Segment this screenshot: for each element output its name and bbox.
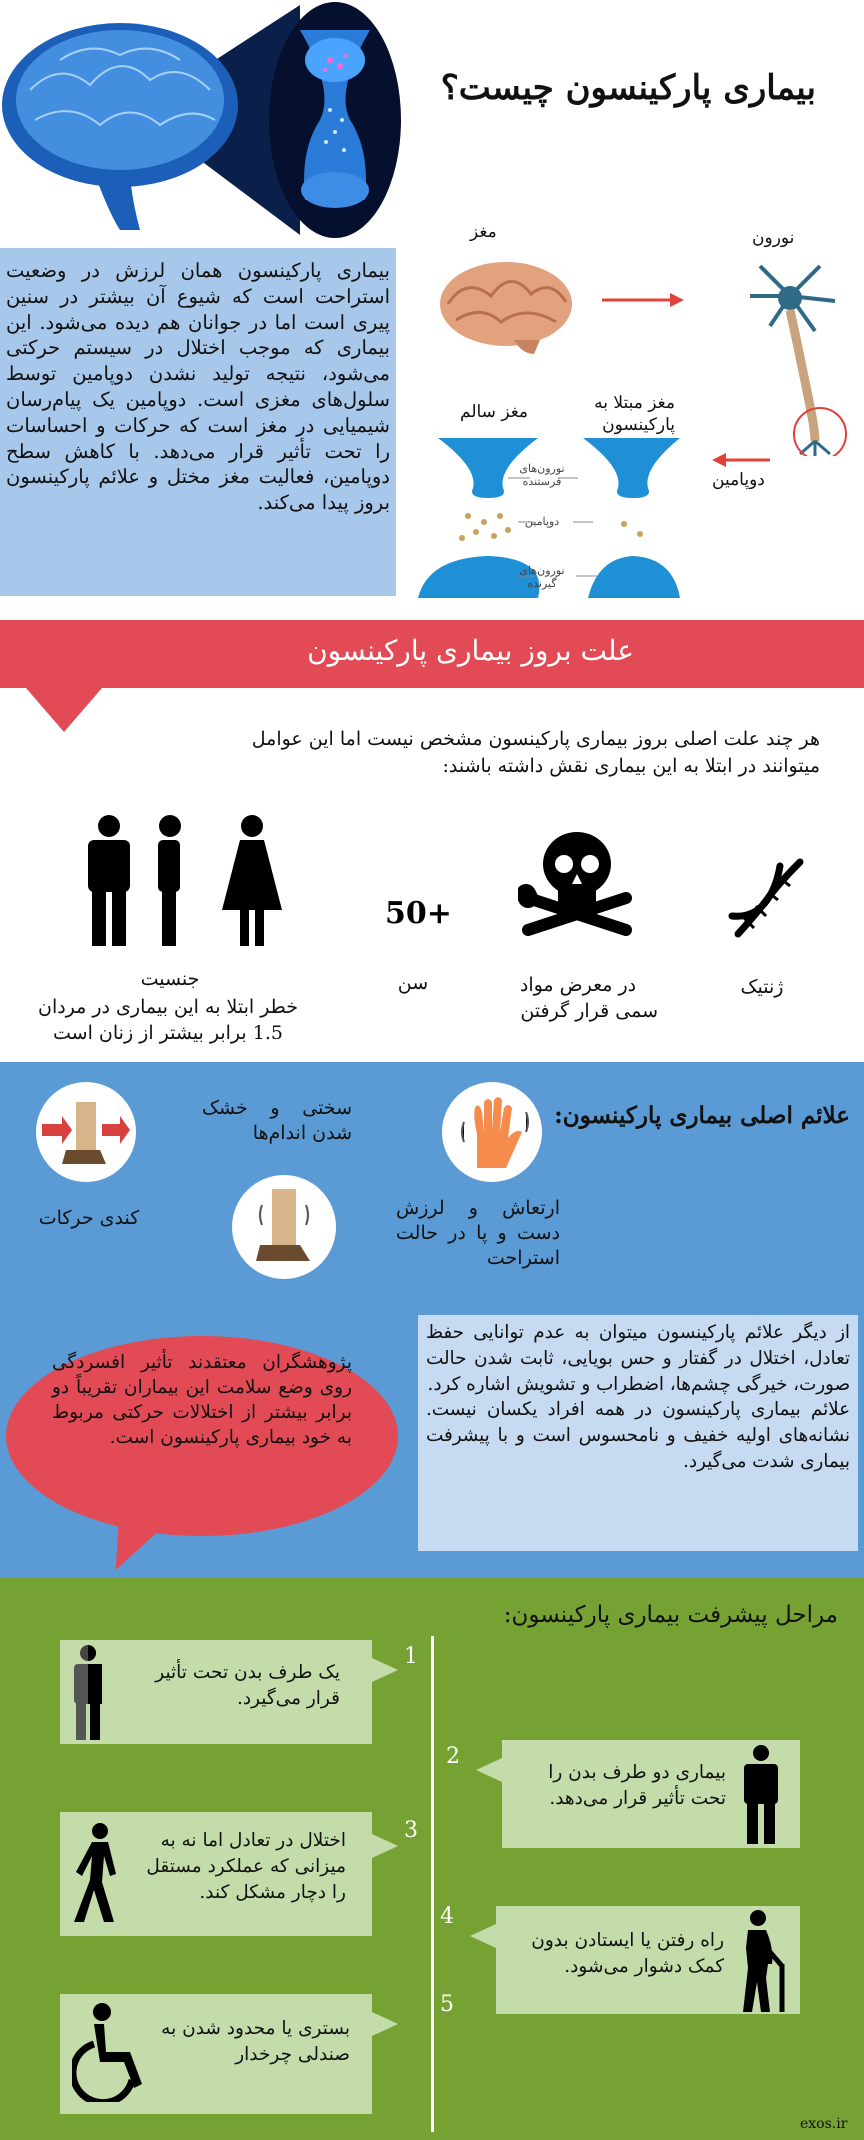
affected-brain-label: مغز مبتلا به پارکینسون: [594, 393, 675, 435]
quote-text: پژوهشگران معتقدند تأثیر افسردگی روی وضع سلامت این بیماران تقریباً دو برابر بیشتر از اختلالات حرکتی مربوط به خود بیماری پارکینسون است.: [52, 1352, 352, 1448]
brain-label: مغز: [470, 222, 497, 242]
age-badge: 50+: [385, 896, 452, 931]
brain-synapse-illustration: [0, 0, 440, 240]
walking-person-icon: [66, 1822, 130, 1926]
age-label: سن: [397, 972, 429, 994]
slowness-label: کندی حرکات: [38, 1207, 140, 1229]
healthy-brain-label: مغز سالم: [460, 402, 529, 422]
standing-person-icon: [736, 1744, 786, 1844]
tremor-icon: [442, 1082, 542, 1182]
genetic-label: ژنتیک: [740, 976, 784, 998]
cause-banner-notch: [26, 688, 102, 732]
stages-title: مراحل پیشرفت بیماری پارکینسون:: [503, 1602, 838, 1628]
stage-arrow: [470, 1924, 496, 1948]
neuron-icon: [730, 256, 850, 456]
stage-2-number: 2: [446, 1744, 460, 1769]
stiffness-icon: [232, 1175, 336, 1279]
toxic-label: در معرض مواد سمی قرار گرفتن: [519, 974, 658, 1022]
transmitter-label: نورون‌های فرستنده: [519, 462, 565, 488]
cause-title: علت بروز بیماری پارکینسون: [307, 634, 634, 667]
variation-text: علائم بیماری پارکینسون در همه افراد یکسان نیست. نشانه‌های اولیه خفیف و نامحسوس است و با پیشرفت بیماری شدت می‌گیرد.: [426, 1399, 850, 1472]
symptoms-info-text: [426, 1320, 850, 1475]
skull-crossbones-icon: [518, 828, 636, 938]
tremor-label: ارتعاش و لرزش دست و پا در حالت استراحت: [396, 1197, 560, 1269]
slowness-icon: [36, 1082, 136, 1182]
gender-title: جنسیت: [140, 968, 200, 990]
dopamine-small-label: دوپامین: [524, 515, 560, 528]
neuron-label: نورون: [752, 228, 795, 248]
stage-3-text: اختلال در تعادل اما نه به میزانی که عملکرد مستقل را دچار مشکل کند.: [146, 1830, 346, 1903]
half-body-icon: [66, 1644, 110, 1740]
elderly-cane-icon: [734, 1908, 794, 2012]
man-side-icon: [156, 814, 182, 946]
page-title: بیماری پارکینسون چیست؟: [440, 68, 816, 108]
dna-icon: [728, 852, 810, 944]
brain-icon: [436, 256, 576, 356]
stage-5-number: 5: [440, 1992, 454, 2017]
woman-icon: [222, 814, 282, 946]
stage-4-text: راه رفتن یا ایستادن بدون کمک دشوار می‌شود.: [531, 1930, 724, 1977]
man-icon: [80, 814, 138, 946]
site-url: exos.ir: [800, 2116, 848, 2132]
stage-arrow: [372, 1834, 398, 1858]
stage-arrow: [372, 1658, 398, 1682]
stage-1-text: یک طرف بدن تحت تأثیر قرار می‌گیرد.: [155, 1662, 340, 1709]
stage-5-text: بستری یا محدود شدن به صندلی چرخدار: [161, 2018, 350, 2065]
stage-arrow: [476, 1758, 502, 1782]
stiffness-label: سختی و خشک شدن اندام‌ها: [202, 1097, 352, 1144]
dopamine-label: دوپامین: [712, 470, 765, 490]
stage-2-text: بیماری دو طرف بدن را تحت تأثیر قرار می‌دهد.: [548, 1762, 726, 1809]
cause-intro: هر چند علت اصلی بروز بیماری پارکینسون مشخص نیست اما این عوامل میتوانند در ابتلا به این بیماری نقش داشته باشند:: [251, 728, 820, 777]
other-symptoms: از دیگر علائم پارکینسون میتوان به عدم توانایی حفظ تعادل، اختلال در گفتار و حس بویایی، ثابت شدن حالت صورت، خیرگی چشم‌ها، اضطراب و تشویش اشاره کرد.: [426, 1322, 850, 1395]
stage-4-number: 4: [440, 1904, 454, 1929]
receiver-label: نورون‌های گیرنده: [519, 564, 565, 590]
timeline-line: [431, 1636, 434, 2132]
stage-arrow: [372, 2012, 398, 2036]
arrow-right-icon: [600, 292, 684, 308]
stage-1-number: 1: [404, 1644, 418, 1669]
symptoms-title: علائم اصلی بیماری پارکینسون:: [554, 1102, 850, 1129]
arrow-left-icon: [712, 452, 772, 468]
stage-3-number: 3: [404, 1818, 418, 1843]
gender-desc: خطر ابتلا به این بیماری در مردان 1.5 برابر بیشتر از زنان است: [37, 996, 299, 1044]
intro-text: بیماری پارکینسون همان لرزش در وضعیت استراحت است که شیوع آن بیشتر در سنین پیری است اما در جوانان هم دیده می‌شود. این بیماری که موجب اختلال در سیستم حرکتی می‌شود، نتیجه تولید نشدن دوپامین توسط سلول‌های مغزی است. دوپامین یک پیام‌رسان شیمیایی در مغز است که حرکات و احساسات را تحت تأثیر قرار می‌دهد. با کاهش سطح دوپامین، فعالیت مغز مختل و علائم پارکینسون بروز پیدا می‌کند.: [6, 259, 390, 515]
